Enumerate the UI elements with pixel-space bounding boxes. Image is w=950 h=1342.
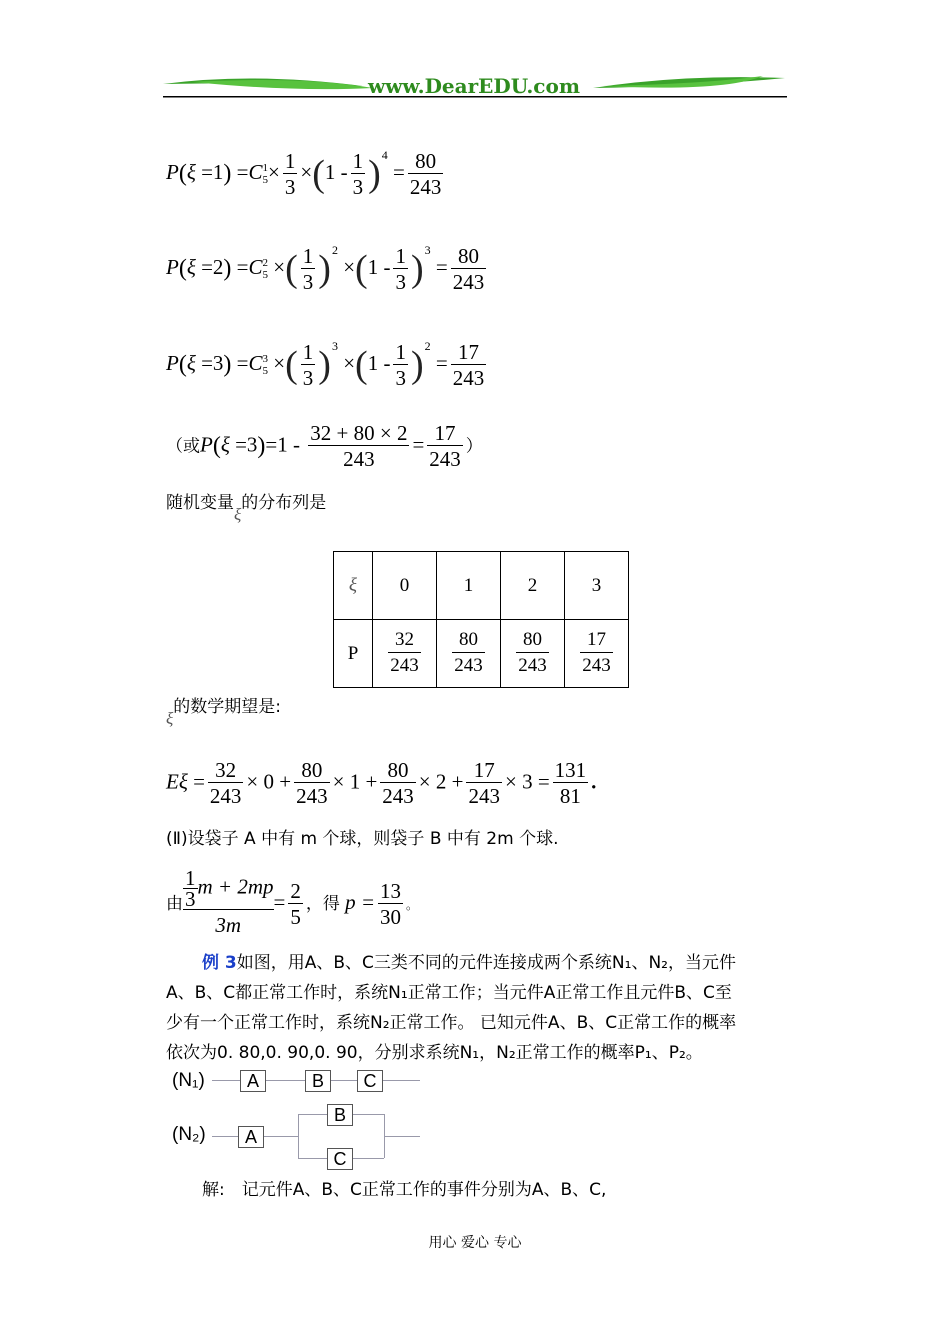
distribution-table [333,551,629,688]
table-cell: $\frac{17}{243}$ [565,620,629,688]
page-footer: 用心 爱心 专心 [428,1235,522,1251]
component-b-n2: B [327,1104,353,1126]
component-b-n1: B [305,1070,331,1092]
ratio-formula: 由 $\frac{1}{3}$ m + 2mp 3m = $\frac{2}{5}$ ，得 p = $\frac{13}{30}$ 。 [166,868,418,940]
formula-p2: P(ξ =2) =C 2 5 ×( $\frac{1}{3}$ )$^2$ ×(1 - $\frac{1}{3}$ )$^3$ = $\frac{80}{243}$ [166,243,485,294]
expectation-formula: Eξ = $\frac{32}{243}$ × 0 + $\frac{80}{243}$ × 1 + $\frac{80}{243}$ × 2 + $\frac{17}{243}$ × 3 = $\frac{131}{81}$ . [166,758,597,808]
table-cell: 0 [373,552,437,620]
example-line-3: 少有一个正常工作时，系统N₂正常工作。 已知元件A、B、C正常工作的概率 [166,1013,737,1033]
formula-alt: （或P(ξ =3)=1 - $\frac{32 + 80 \times 2}{243}$ = $\frac{17}{243}$ ） [166,421,483,471]
header-banner [163,72,787,102]
example-label: 例 3 [202,953,237,973]
formula-p3: P(ξ =3) =C 3 5 ×( $\frac{1}{3}$ )$^3$ ×(1 - $\frac{1}{3}$ )$^2$ = $\frac{17}{243}$ [166,339,485,390]
circuit-diagram [166,1066,426,1169]
table-cell: 3 [565,552,629,620]
part-two-text: (Ⅱ)设袋子 A 中有 m 个球，则袋子 B 中有 2m 个球. [166,829,559,849]
site-name: www.DearEDU.com [367,74,580,98]
expect-intro: ξ的数学期望是: [166,697,282,728]
table-cell: $\frac{80}{243}$ [501,620,565,688]
system-n1-label: (N₁) [172,1070,205,1091]
table-cell: ξ [334,552,373,620]
system-n2-label: (N₂) [172,1124,206,1145]
component-c-n1: C [357,1070,383,1092]
example-line-1: 例 3如图，用A、B、C三类不同的元件连接成两个系统N₁、N₂，当元件 [202,953,736,973]
dist-intro: 随机变量ξ的分布列是 [166,493,327,524]
table-cell: 1 [437,552,501,620]
example-3 [166,948,796,1068]
formula-p1: P(ξ =1) =C 1 5 × $\frac{1}{3}$ ×(1 - $\frac{1}{3}$ )$^4$ = $\frac{80}{243}$ [166,148,442,199]
solution-text: 解: 记元件A、B、C正常工作的事件分别为A、B、C, [202,1180,607,1200]
table-cell: $\frac{80}{243}$ [437,620,501,688]
table-cell: 2 [501,552,565,620]
table-cell: P [334,620,373,688]
component-a-n2: A [238,1126,264,1148]
component-a-n1: A [240,1070,266,1092]
example-line-4: 依次为0. 80,0. 90,0. 90，分别求系统N₁，N₂正常工作的概率P₁、P₂。 [166,1043,703,1063]
table-row [334,620,629,688]
component-c-n2: C [327,1148,353,1170]
table-row [334,552,629,620]
example-line-2: A、B、C都正常工作时，系统N₁正常工作；当元件A正常工作且元件B、C至 [166,983,732,1003]
table-cell: $\frac{32}{243}$ [373,620,437,688]
